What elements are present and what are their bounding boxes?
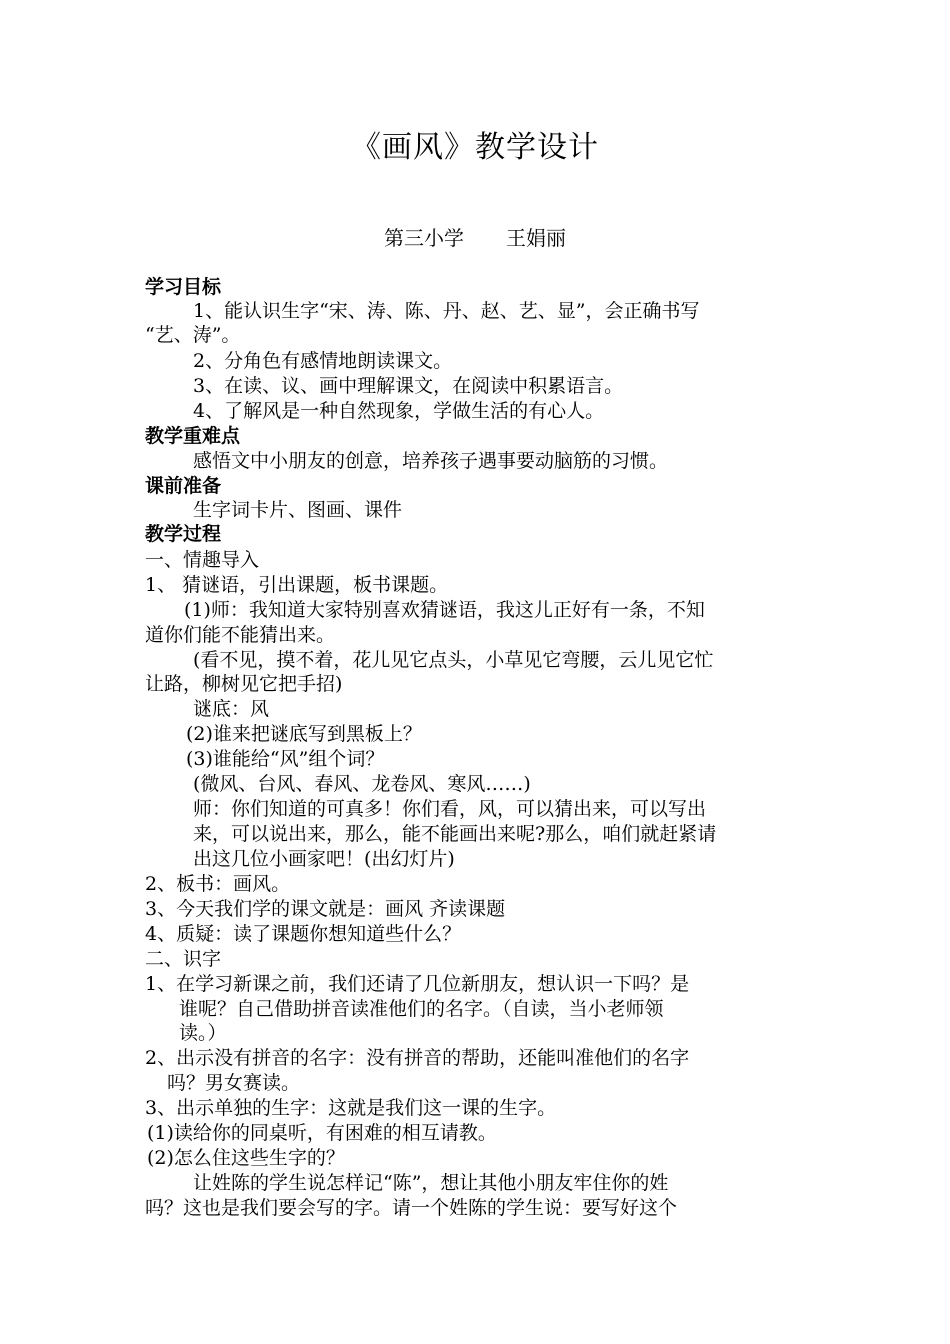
paragraph-line: 读。） bbox=[179, 1022, 227, 1044]
paragraph-line: “艺、涛”。 bbox=[145, 324, 241, 346]
paragraph-line: 4、质疑：读了课题你想知道些什么？ bbox=[145, 923, 462, 945]
paragraph-line: 2、出示没有拼音的名字：没有拼音的帮助，还能叫准他们的名字 bbox=[145, 1047, 690, 1069]
paragraph-line: 2、板书：画风。 bbox=[145, 873, 291, 895]
paragraph-line: 感悟文中小朋友的创意，培养孩子遇事要动脑筋的习惯。 bbox=[193, 450, 669, 472]
paragraph-line: 道你们能不能猜出来。 bbox=[145, 624, 336, 646]
paragraph-line: 二、识字 bbox=[145, 948, 222, 970]
paragraph-line: (微风、台风、春风、龙卷风、寒风……) bbox=[193, 773, 531, 795]
paragraph-line: 3、今天我们学的课文就是：画风 齐读课题 bbox=[145, 898, 506, 920]
byline bbox=[0, 224, 950, 252]
paragraph-line: (1)师：我知道大家特别喜欢猜谜语，我这儿正好有一条，不知 bbox=[184, 599, 705, 621]
paragraph-line: 吗？这也是我们要会写的字。请一个姓陈的学生说：要写好这个 bbox=[145, 1197, 678, 1219]
paragraph-line: 2、分角色有感情地朗读课文。 bbox=[193, 350, 453, 372]
paragraph-line: 出这几位小画家吧！(出幻灯片) bbox=[193, 848, 455, 870]
paragraph-line: 让路，柳树见它把手招) bbox=[145, 673, 343, 695]
paragraph-line: 1、 猜谜语，引出课题，板书课题。 bbox=[145, 574, 449, 596]
paragraph-line: 一、情趣导入 bbox=[145, 549, 260, 571]
paragraph-line: 师：你们知道的可真多！你们看，风，可以猜出来，可以写出 bbox=[193, 798, 707, 820]
section-heading: 学习目标 bbox=[145, 276, 222, 298]
school-name: 第三小学 bbox=[384, 226, 464, 250]
paragraph-line: 生字词卡片、图画、课件 bbox=[193, 499, 403, 521]
paragraph-line: 谜底：风 bbox=[193, 698, 270, 720]
paragraph-line: (看不见，摸不着，花儿见它点头，小草见它弯腰，云儿见它忙 bbox=[193, 649, 714, 671]
paragraph-line: 1、能认识生字“宋、涛、陈、丹、赵、艺、显”，会正确书写 bbox=[193, 300, 700, 322]
paragraph-line: 3、出示单独的生字：这就是我们这一课的生字。 bbox=[145, 1097, 557, 1119]
document-title: 《画风》教学设计 bbox=[351, 130, 599, 165]
section-heading: 教学重难点 bbox=[145, 425, 241, 447]
paragraph-line: 吗？男女赛读。 bbox=[167, 1072, 301, 1094]
paragraph-line: 4、了解风是一种自然现象，学做生活的有心人。 bbox=[193, 400, 605, 422]
paragraph-line: (2)谁来把谜底写到黑板上？ bbox=[186, 723, 422, 745]
paragraph-line: 3、在读、议、画中理解课文，在阅读中积累语言。 bbox=[193, 375, 624, 397]
paragraph-line: 来，可以说出来，那么，能不能画出来呢?那么，咱们就赶紧请 bbox=[193, 823, 717, 845]
paragraph-line: (3)谁能给“风”组个词？ bbox=[186, 748, 385, 770]
section-heading: 课前准备 bbox=[145, 475, 222, 497]
paragraph-line: 谁呢？自己借助拼音读准他们的名字。（自读，当小老师领 bbox=[179, 998, 664, 1020]
section-heading: 教学过程 bbox=[145, 523, 222, 545]
paragraph-line: (2)怎么住这些生字的？ bbox=[147, 1147, 345, 1169]
paragraph-line: (1)读给你的同桌听，有困难的相互请教。 bbox=[147, 1122, 497, 1144]
author-name: 王娟丽 bbox=[506, 226, 566, 250]
paragraph-line: 1、在学习新课之前，我们还请了几位新朋友，想认识一下吗？是 bbox=[145, 973, 690, 995]
paragraph-line: 让姓陈的学生说怎样记“陈”，想让其他小朋友牢住你的姓 bbox=[193, 1172, 669, 1194]
